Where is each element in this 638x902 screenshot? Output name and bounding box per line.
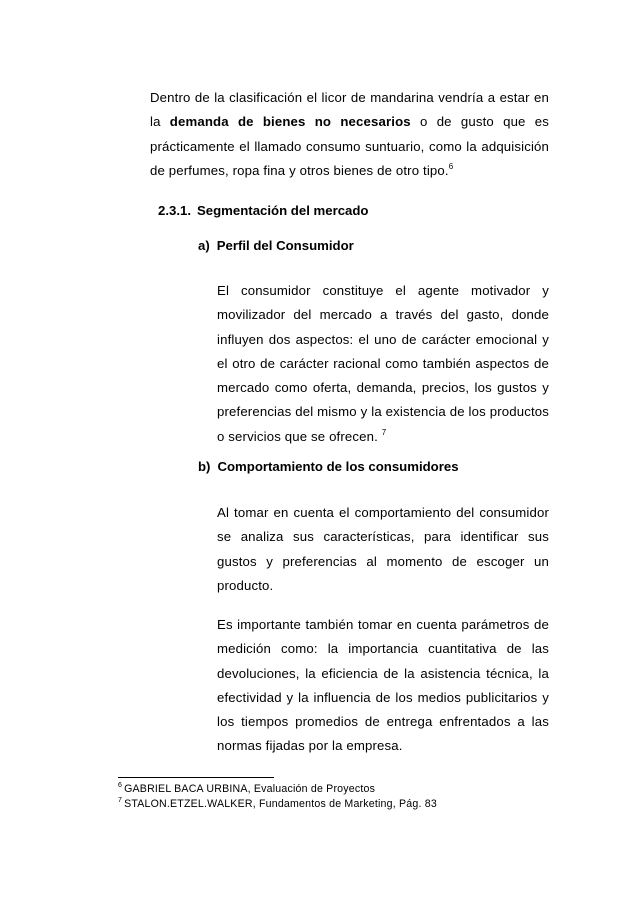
- subsection-b-label: b): [198, 459, 211, 474]
- subsection-a-title: Perfil del Consumidor: [216, 238, 354, 253]
- intro-bold-phrase: demanda de bienes no necesarios: [169, 114, 411, 130]
- subsection-b-heading: [198, 459, 459, 474]
- footnotes: [118, 782, 437, 812]
- section-title: Segmentación del mercado: [197, 203, 369, 218]
- section-heading: [158, 203, 369, 218]
- subsection-a-text: El consumidor constituye el agente motivador y movilizador del mercado a través del gasto, donde influyen dos aspectos: el uno de carácter emocional y el otro de carácter racional como también aspectos de mercado como oferta, demanda, precios, los gustos y preferencias del mismo y la existencia de los productos o servicios que se ofrecen.: [217, 283, 549, 444]
- footnote-divider: [118, 777, 274, 778]
- subsection-a-paragraph: [217, 279, 549, 449]
- intro-text-end: o de gusto que es prácticamente el llamado consumo suntuario, como la adquisición de perfumes, ropa fina y otros bienes de otro tipo.: [150, 114, 549, 178]
- footnote-7: [118, 797, 437, 812]
- footnote-6-text: GABRIEL BACA URBINA, Evaluación de Proyectos: [124, 783, 376, 795]
- intro-paragraph: [150, 86, 549, 183]
- subsection-a-heading: [198, 238, 354, 253]
- footnote-6: [118, 782, 437, 797]
- footnote-7-text: STALON.ETZEL.WALKER, Fundamentos de Marketing, Pág. 83: [124, 798, 437, 810]
- subsection-b-title: Comportamiento de los consumidores: [217, 459, 459, 474]
- intro-text-start: Dentro de la clasificación el licor de mandarina vendría a estar en la: [150, 90, 549, 130]
- subsection-b-paragraph-2: Es importante también tomar en cuenta parámetros de medición como: la importancia cuantitativa de las devoluciones, la eficiencia de la asistencia técnica, la efectividad y la influencia de los medios publicitarios y los tiempos promedios de entrega enfrentados a las normas fijadas por la empresa.: [217, 617, 549, 754]
- subsection-b-paragraph-1: Al tomar en cuenta el comportamiento del consumidor se analiza sus características, para identificar sus gustos y preferencias al momento de escoger un producto.: [217, 505, 549, 593]
- footnote-7-number: 7: [118, 797, 123, 804]
- footnote-6-number: 6: [118, 782, 123, 789]
- footnote-ref-7: 7: [381, 427, 387, 437]
- footnote-ref-6: 6: [448, 161, 454, 171]
- section-number: 2.3.1.: [158, 203, 191, 218]
- subsection-a-label: a): [198, 238, 210, 253]
